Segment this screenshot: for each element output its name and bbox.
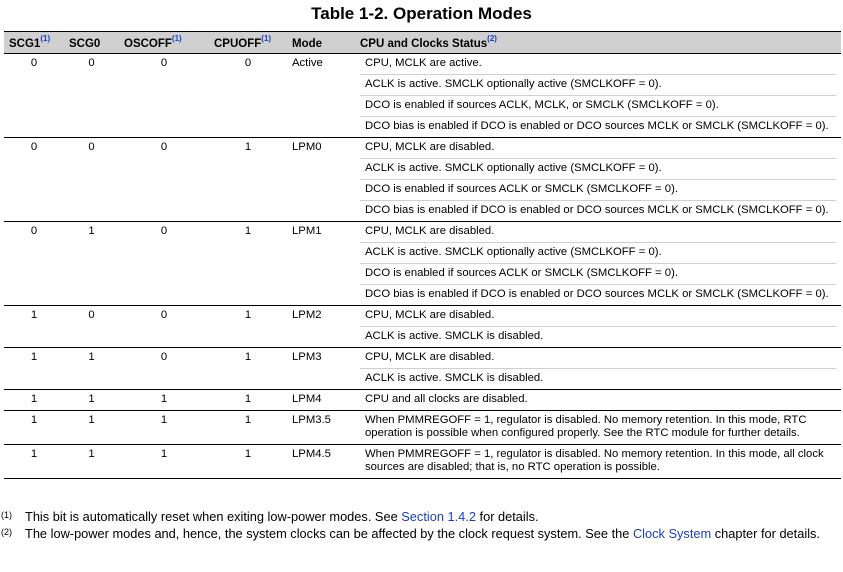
header-status: CPU and Clocks Status$^{(2)}$ [355, 32, 841, 54]
cell-scg1: 1 [4, 306, 64, 348]
status-line: DCO bias is enabled if DCO is enabled or DCO sources MCLK or SMCLK (SMCLKOFF = 0). [360, 284, 836, 305]
cell-scg0: 0 [64, 306, 119, 348]
status-line: DCO is enabled if sources ACLK or SMCLK (SMCLKOFF = 0). [360, 263, 836, 284]
status-line: DCO is enabled if sources ACLK, MCLK, or SMCLK (SMCLKOFF = 0). [360, 95, 836, 116]
cell-mode: LPM3 [287, 348, 355, 390]
footnote-2 [0, 526, 843, 542]
cell-mode: LPM0 [287, 138, 355, 222]
status-line: ACLK is active. SMCLK is disabled. [360, 368, 836, 389]
status-line: When PMMREGOFF = 1, regulator is disabled. No memory retention. In this mode, all clock sources are disabled; that is, no RTC operation is possible. [365, 448, 824, 473]
status-line: ACLK is active. SMCLK optionally active (SMCLKOFF = 0). [360, 74, 836, 95]
footnote-ref[interactable]: (2) [487, 33, 497, 43]
status-line: ACLK is active. SMCLK optionally active (SMCLKOFF = 0). [360, 242, 836, 263]
operation-modes-table [4, 31, 841, 479]
cell-mode: LPM1 [287, 222, 355, 306]
cell-scg0: 1 [64, 445, 119, 479]
table-row [4, 348, 841, 390]
cell-cpuoff: 1 [209, 222, 287, 306]
cell-scg1: 1 [4, 411, 64, 445]
cell-status [355, 411, 841, 445]
cell-scg0: 0 [64, 54, 119, 138]
cell-scg0: 1 [64, 411, 119, 445]
cell-oscoff: 1 [119, 445, 209, 479]
cell-mode: LPM4 [287, 390, 355, 411]
cell-status [355, 54, 841, 138]
footnote-ref[interactable]: (1) [261, 33, 272, 43]
status-line: DCO bias is enabled if DCO is enabled or DCO sources MCLK or SMCLK (SMCLKOFF = 0). [360, 200, 836, 221]
table-row [4, 306, 841, 348]
status-line: When PMMREGOFF = 1, regulator is disabled. No memory retention. In this mode, RTC operation is possible when configured properly. See the RTC module for further details. [365, 414, 807, 439]
section-link[interactable]: Section 1.4.2 [401, 509, 476, 524]
cell-oscoff: 1 [119, 390, 209, 411]
status-line: CPU, MCLK are disabled. [365, 141, 495, 153]
table-row [4, 445, 841, 479]
footnote-text: This bit is automatically reset when exiting low-power modes. See Section 1.4.2 for details. [25, 509, 539, 524]
cell-cpuoff: 1 [209, 445, 287, 479]
cell-cpuoff: 1 [209, 306, 287, 348]
table-row [4, 222, 841, 306]
table-title: Table 1-2. Operation Modes [311, 4, 532, 23]
cell-scg0: 0 [64, 138, 119, 222]
cell-oscoff: 0 [119, 306, 209, 348]
table-row [4, 54, 841, 138]
cell-cpuoff: 1 [209, 348, 287, 390]
status-line: DCO bias is enabled if DCO is enabled or DCO sources MCLK or SMCLK (SMCLKOFF = 0). [360, 116, 836, 137]
cell-cpuoff: 1 [209, 390, 287, 411]
status-line: DCO is enabled if sources ACLK or SMCLK (SMCLKOFF = 0). [360, 179, 836, 200]
cell-scg0: 1 [64, 348, 119, 390]
header-mode: Mode [287, 32, 355, 54]
header-scg0: SCG0 [64, 32, 119, 54]
header-scg1: SCG1$^{(1)}$ [4, 32, 64, 54]
cell-cpuoff: 1 [209, 411, 287, 445]
cell-scg1: 1 [4, 348, 64, 390]
table-row [4, 138, 841, 222]
footnote-text: The low-power modes and, hence, the system clocks can be affected by the clock request system. See the Clock System chapter for details. [25, 526, 820, 541]
footnote-ref[interactable]: (1) [171, 33, 182, 43]
cell-scg1: 0 [4, 138, 64, 222]
status-line: CPU, MCLK are disabled. [365, 309, 495, 321]
cell-cpuoff: 1 [209, 138, 287, 222]
footnote-mark: (1) [1, 510, 12, 520]
footnote-1 [0, 509, 843, 525]
status-line: CPU, MCLK are disabled. [365, 225, 495, 237]
cell-status [355, 138, 841, 222]
cell-scg0: 1 [64, 222, 119, 306]
header-row [4, 32, 841, 54]
cell-cpuoff: 0 [209, 54, 287, 138]
status-line: ACLK is active. SMCLK is disabled. [360, 326, 836, 347]
cell-oscoff: 0 [119, 222, 209, 306]
cell-mode: Active [287, 54, 355, 138]
cell-status [355, 348, 841, 390]
cell-status [355, 222, 841, 306]
status-line: ACLK is active. SMCLK optionally active (SMCLKOFF = 0). [360, 158, 836, 179]
clock-system-link[interactable]: Clock System [632, 526, 712, 541]
cell-mode: LPM3.5 [287, 411, 355, 445]
cell-scg1: 0 [4, 222, 64, 306]
cell-scg1: 0 [4, 54, 64, 138]
cell-status [355, 445, 841, 479]
cell-mode: LPM2 [287, 306, 355, 348]
footnotes [0, 509, 843, 543]
status-line: CPU, MCLK are active. [365, 57, 482, 69]
status-line: CPU and all clocks are disabled. [365, 393, 528, 405]
cell-scg1: 1 [4, 390, 64, 411]
cell-oscoff: 0 [119, 54, 209, 138]
cell-oscoff: 1 [119, 411, 209, 445]
header-oscoff: OSCOFF$^{(1)}$ [119, 32, 209, 54]
footnote-mark: (2) [1, 527, 12, 537]
cell-status [355, 306, 841, 348]
status-line: CPU, MCLK are disabled. [365, 351, 495, 363]
footnote-ref[interactable]: (1) [40, 33, 51, 43]
cell-oscoff: 0 [119, 348, 209, 390]
cell-oscoff: 0 [119, 138, 209, 222]
cell-mode: LPM4.5 [287, 445, 355, 479]
table-row [4, 390, 841, 411]
table-row [4, 411, 841, 445]
cell-scg1: 1 [4, 445, 64, 479]
cell-status [355, 390, 841, 411]
cell-scg0: 1 [64, 390, 119, 411]
header-cpuoff: CPUOFF$^{(1)}$ [209, 32, 287, 54]
